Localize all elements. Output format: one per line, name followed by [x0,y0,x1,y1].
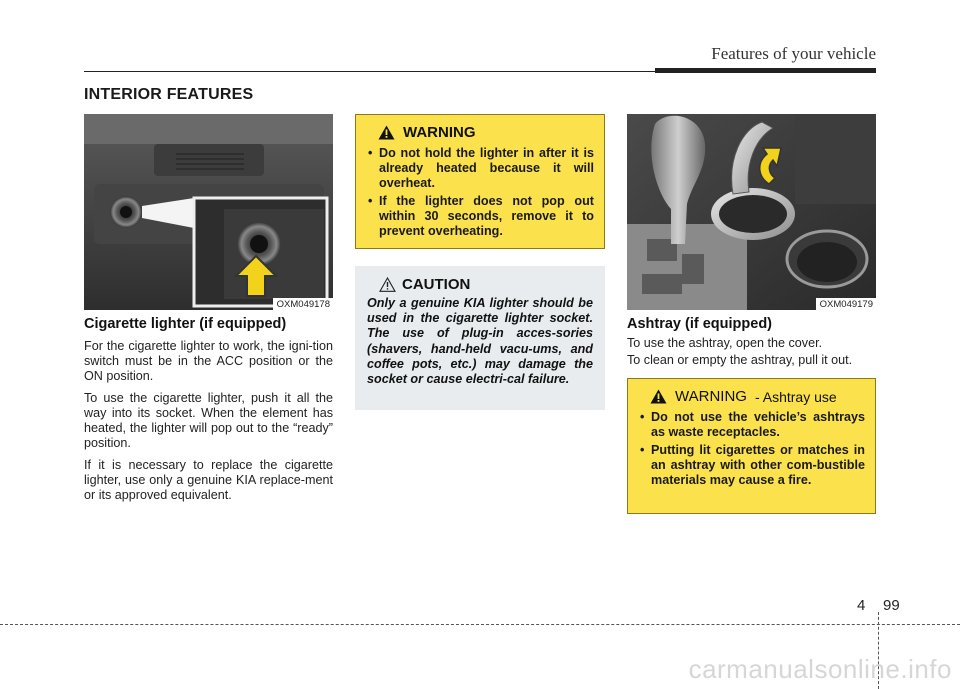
lighter-section [84,317,333,510]
caution-triangle-icon [379,277,396,292]
lighter-para-2: To use the cigarette lighter, push it all the way into its socket. When the element has heated, the lighter will pop out to the “ready” position. [84,391,333,450]
lighter-para-3: If it is necessary to replace the cigarette lighter, use only a genuine KIA replace-ment or its approved equivalent. [84,458,333,502]
caution-title: CAUTION [402,276,471,293]
lighter-para-1: For the cigarette lighter to work, the igni-tion switch must be in the ACC position or the ON position. [84,339,333,383]
lighter-warning-header [378,124,594,141]
caution-box [355,266,605,410]
ashtray-warning-subtitle: - Ashtray use [754,388,837,405]
lighter-warning-title: WARNING [403,124,476,141]
watermark: carmanualsonline.info [688,654,952,684]
lighter-photo-code: OXM049178 [273,298,333,310]
header-rule-bold [655,68,876,73]
lighter-warning-list [366,146,594,239]
ashtray-heading: Ashtray (if equipped) [627,316,773,332]
caution-header [379,276,593,293]
footer-rule [0,624,960,625]
ashtray-warning-item: • Do not use the vehicle’s ashtrays as waste receptacles. [638,410,865,440]
ashtray-section [627,317,876,375]
ashtray-warning-header [650,388,865,405]
warning-triangle-icon [378,125,395,140]
lighter-heading: Cigarette lighter (if equipped) [84,316,287,332]
running-header: Features of your vehicle [711,44,876,63]
ashtray-line-2: To clean or empty the ashtray, pull it out. [627,353,853,367]
ashtray-warning-item: • Putting lit cigarettes or matches in an ashtray with other com-bustible materials may cause a fire. [638,443,865,488]
header-rule [84,71,659,72]
lighter-warning-item: • Do not hold the lighter in after it is already heated because it will overheat. [366,146,594,191]
section-title: INTERIOR FEATURES [84,86,254,103]
lighter-photo-illustration [84,114,333,310]
page-number: 99 [883,597,900,614]
caution-body: Only a genuine KIA lighter should be used in the cigarette lighter socket. The use of plug-in acces-sories (shavers, hand-held vacu-ums, and coffee pots, etc.) may damage the socket or cause electri-cal failure. [367,296,593,387]
ashtray-photo [627,114,876,310]
warning-triangle-icon [650,389,667,404]
ashtray-photo-illustration [627,114,876,310]
ashtray-photo-code: OXM049179 [816,298,876,310]
chapter-number: 4 [857,597,866,614]
lighter-warning-box [355,114,605,249]
ashtray-warning-title: WARNING [675,388,747,405]
ashtray-warning-list [638,410,865,488]
lighter-photo [84,114,333,310]
ashtray-line-1: To use the ashtray, open the cover. [627,336,823,350]
lighter-warning-item: • If the lighter does not pop out within 30 seconds, remove it to prevent overheating. [366,194,594,239]
ashtray-warning-box [627,378,876,514]
